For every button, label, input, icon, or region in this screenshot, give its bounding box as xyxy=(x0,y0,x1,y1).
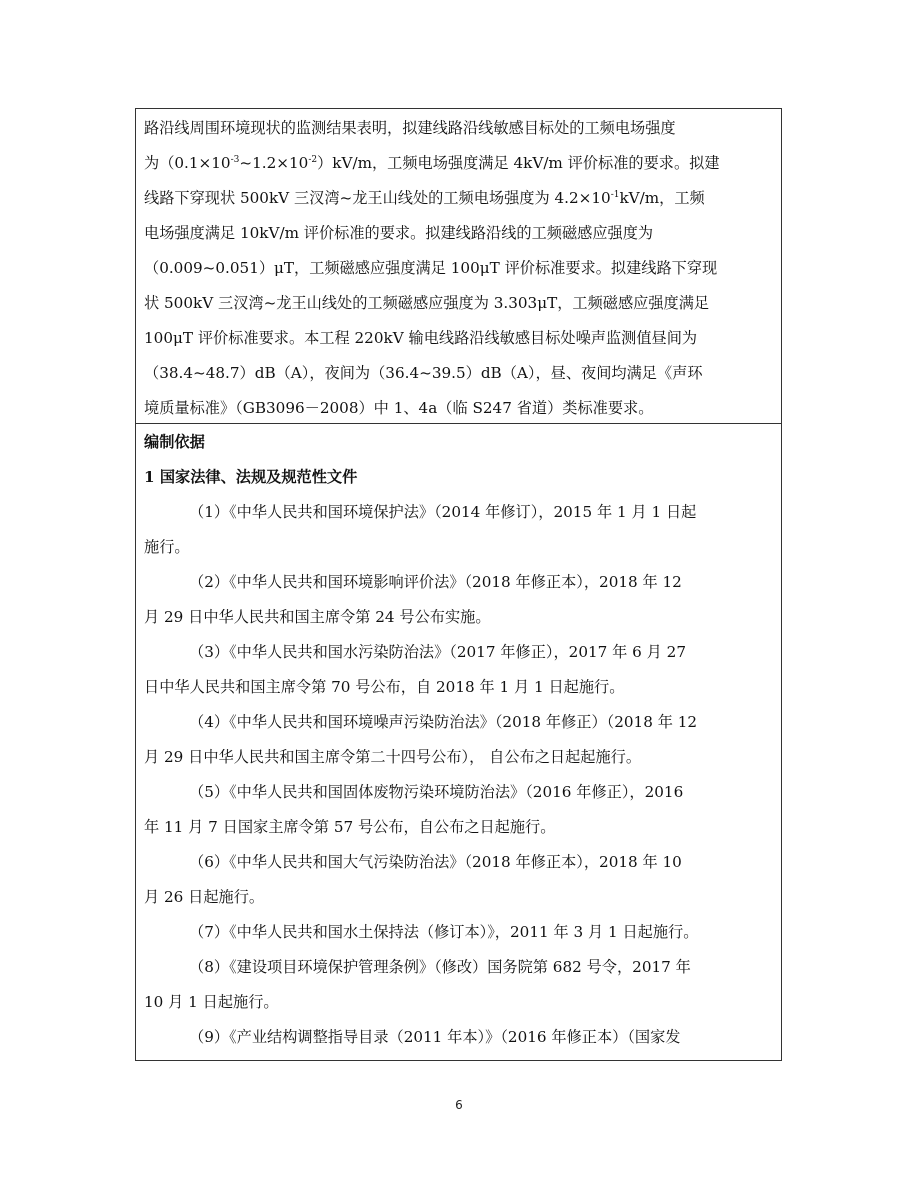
section-heading: 编制依据 xyxy=(144,433,205,451)
summary-text: 电场强度满足 10kV/m 评价标准的要求。拟建线路沿线的工频磁感应强度为 xyxy=(144,224,654,242)
report-table xyxy=(135,108,782,1061)
exponent: -2 xyxy=(308,155,318,165)
summary-line xyxy=(144,181,773,216)
regulation-item: （8）《建设项目环境保护管理条例》（修改）国务院第 682 号令，2017 年 xyxy=(189,958,691,976)
regulation-item-continuation: 月 26 日起施行。 xyxy=(144,888,265,906)
regulation-item: （7）《中华人民共和国水土保持法（修订本）》，2011 年 3 月 1 日起施行。 xyxy=(189,923,699,941)
summary-line xyxy=(144,356,773,391)
basis-cell xyxy=(136,424,781,1060)
regulation-item: （3）《中华人民共和国水污染防治法》（2017 年修正），2017 年 6 月 27 xyxy=(189,643,686,661)
exponent: -1 xyxy=(610,190,620,200)
summary-text: 状 500kV 三汊湾~龙王山线处的工频磁感应强度为 3.303μT，工频磁感应强度满足 xyxy=(144,294,710,312)
section-subheading: 1 国家法律、法规及规范性文件 xyxy=(144,468,358,486)
regulation-item: （4）《中华人民共和国环境噪声污染防治法》（2018 年修正）（2018 年 12 xyxy=(189,713,698,731)
regulation-item-continuation: 月 29 日中华人民共和国主席令第二十四号公布）， 自公布之日起起施行。 xyxy=(144,748,642,766)
summary-text: ）kV/m，工频电场强度满足 4kV/m 评价标准的要求。拟建 xyxy=(317,154,720,172)
regulation-item-continuation: 日中华人民共和国主席令第 70 号公布，自 2018 年 1 月 1 日起施行。 xyxy=(144,678,625,696)
summary-line xyxy=(144,321,773,356)
summary-line xyxy=(144,391,773,426)
summary-text: 线路下穿现状 500kV 三汊湾~龙王山线处的工频电场强度为 4.2×10 xyxy=(144,189,611,207)
summary-line xyxy=(144,146,773,181)
summary-cell xyxy=(136,109,781,424)
summary-text: kV/m，工频 xyxy=(619,189,705,207)
regulation-item-continuation: 年 11 月 7 日国家主席令第 57 号公布，自公布之日起施行。 xyxy=(144,818,556,836)
regulation-item: （9）《产业结构调整指导目录（2011 年本）》（2016 年修正本）（国家发 xyxy=(189,1028,681,1046)
regulation-item-continuation: 10 月 1 日起施行。 xyxy=(144,993,279,1011)
summary-text: ~1.2×10 xyxy=(239,154,309,172)
regulation-item-continuation: 月 29 日中华人民共和国主席令第 24 号公布实施。 xyxy=(144,608,491,626)
summary-text: 境质量标准》（GB3096－2008）中 1、4a（临 S247 省道）类标准要求。 xyxy=(144,399,654,417)
summary-line xyxy=(144,286,773,321)
summary-text: 路沿线周围环境现状的监测结果表明，拟建线路沿线敏感目标处的工频电场强度 xyxy=(144,119,676,137)
page-number: 6 xyxy=(455,1098,463,1112)
summary-text: （38.4~48.7）dB（A），夜间为（36.4~39.5）dB（A），昼、夜间均满足《声环 xyxy=(144,364,703,382)
summary-line xyxy=(144,216,773,251)
summary-text: （0.009~0.051）μT，工频磁感应强度满足 100μT 评价标准要求。拟建线路下穿现 xyxy=(144,259,718,277)
exponent: -3 xyxy=(230,155,240,165)
summary-line xyxy=(144,251,773,286)
summary-text: 100μT 评价标准要求。本工程 220kV 输电线路沿线敏感目标处噪声监测值昼间为 xyxy=(144,329,698,347)
summary-text: 为（0.1×10 xyxy=(144,154,231,172)
regulation-item: （5）《中华人民共和国固体废物污染环境防治法》（2016 年修正），2016 xyxy=(189,783,684,801)
summary-line xyxy=(144,111,773,146)
regulation-item: （6）《中华人民共和国大气污染防治法》（2018 年修正本），2018 年 10 xyxy=(189,853,682,871)
regulation-item: （1）《中华人民共和国环境保护法》（2014 年修订），2015 年 1 月 1 日起 xyxy=(189,503,697,521)
regulation-item: （2）《中华人民共和国环境影响评价法》（2018 年修正本），2018 年 12 xyxy=(189,573,682,591)
regulation-item-continuation: 施行。 xyxy=(144,538,190,556)
